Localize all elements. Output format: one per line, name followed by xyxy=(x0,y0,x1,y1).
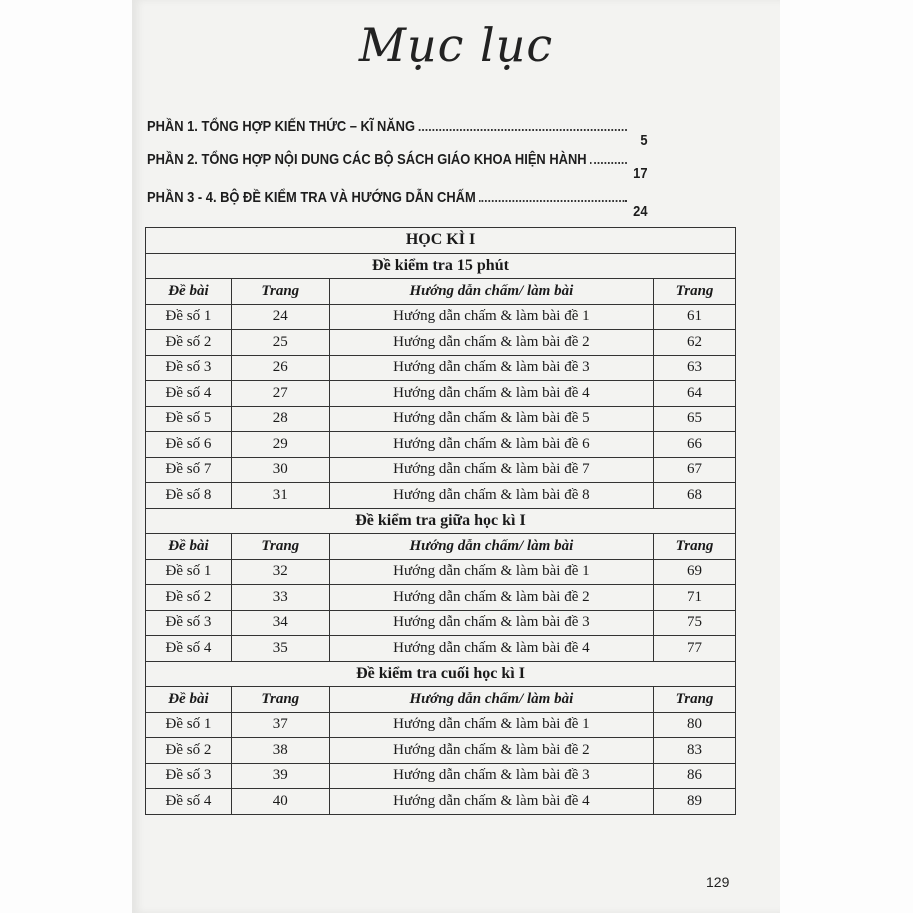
cell-trang: 39 xyxy=(231,763,329,789)
toc-item-page: 5 xyxy=(640,132,648,149)
section-title-row xyxy=(146,253,736,279)
table-row xyxy=(146,610,736,636)
cell-huong-dan: Hướng dẫn chấm & làm bài đề 1 xyxy=(329,559,653,585)
cell-de-bai: Đề số 6 xyxy=(146,432,232,458)
cell-huong-dan: Hướng dẫn chấm & làm bài đề 2 xyxy=(329,585,653,611)
cell-trang-2: 62 xyxy=(654,330,736,356)
cell-trang: 34 xyxy=(231,610,329,636)
column-header-trang-2: Trang xyxy=(654,687,736,713)
cell-de-bai: Đề số 2 xyxy=(146,330,232,356)
cell-trang: 33 xyxy=(231,585,329,611)
cell-trang: 29 xyxy=(231,432,329,458)
cell-huong-dan: Hướng dẫn chấm & làm bài đề 5 xyxy=(329,406,653,432)
section-title-row xyxy=(146,661,736,687)
cell-trang-2: 67 xyxy=(654,457,736,483)
cell-huong-dan: Hướng dẫn chấm & làm bài đề 8 xyxy=(329,483,653,509)
exam-table xyxy=(145,227,736,815)
table-row xyxy=(146,585,736,611)
cell-trang-2: 80 xyxy=(654,712,736,738)
cell-de-bai: Đề số 4 xyxy=(146,636,232,662)
section-title: Đề kiểm tra cuối học kì I xyxy=(146,661,736,687)
cell-trang-2: 68 xyxy=(654,483,736,509)
semester-heading-row xyxy=(146,228,736,254)
column-header-trang-2: Trang xyxy=(654,279,736,305)
cell-huong-dan: Hướng dẫn chấm & làm bài đề 2 xyxy=(329,738,653,764)
cell-huong-dan: Hướng dẫn chấm & làm bài đề 2 xyxy=(329,330,653,356)
cell-de-bai: Đề số 5 xyxy=(146,406,232,432)
cell-de-bai: Đề số 1 xyxy=(146,304,232,330)
toc-item-page: 17 xyxy=(633,165,648,182)
cell-de-bai: Đề số 3 xyxy=(146,763,232,789)
section-title-row xyxy=(146,508,736,534)
cell-huong-dan: Hướng dẫn chấm & làm bài đề 1 xyxy=(329,712,653,738)
cell-de-bai: Đề số 1 xyxy=(146,712,232,738)
cell-de-bai: Đề số 7 xyxy=(146,457,232,483)
page-number: 129 xyxy=(706,874,730,890)
toc-item-label: PHẦN 2. TỔNG HỢP NỘI DUNG CÁC BỘ SÁCH GIÁO KHOA HIỆN HÀNH xyxy=(147,151,587,168)
cell-de-bai: Đề số 2 xyxy=(146,585,232,611)
cell-trang-2: 71 xyxy=(654,585,736,611)
cell-huong-dan: Hướng dẫn chấm & làm bài đề 4 xyxy=(329,636,653,662)
cell-trang-2: 69 xyxy=(654,559,736,585)
column-header-row xyxy=(146,534,736,560)
cell-huong-dan: Hướng dẫn chấm & làm bài đề 4 xyxy=(329,789,653,815)
toc-item-label: PHẦN 1. TỔNG HỢP KIẾN THỨC – KĨ NĂNG xyxy=(147,118,416,135)
cell-de-bai: Đề số 1 xyxy=(146,559,232,585)
cell-huong-dan: Hướng dẫn chấm & làm bài đề 6 xyxy=(329,432,653,458)
toc-item-page: 24 xyxy=(633,203,648,220)
table-row xyxy=(146,763,736,789)
cell-trang: 37 xyxy=(231,712,329,738)
table-row xyxy=(146,355,736,381)
semester-heading: HỌC KÌ I xyxy=(146,228,736,254)
cell-de-bai: Đề số 3 xyxy=(146,355,232,381)
column-header-trang: Trang xyxy=(231,279,329,305)
section-title: Đề kiểm tra giữa học kì I xyxy=(146,508,736,534)
toc-item-part-2 xyxy=(147,146,648,182)
cell-de-bai: Đề số 3 xyxy=(146,610,232,636)
cell-huong-dan: Hướng dẫn chấm & làm bài đề 3 xyxy=(329,610,653,636)
table-row xyxy=(146,432,736,458)
toc-item-label: PHẦN 3 - 4. BỘ ĐỀ KIỂM TRA VÀ HƯỚNG DẪN CHẤM xyxy=(147,189,476,206)
table-row xyxy=(146,406,736,432)
cell-trang-2: 61 xyxy=(654,304,736,330)
cell-de-bai: Đề số 4 xyxy=(146,789,232,815)
table-row xyxy=(146,712,736,738)
cell-trang-2: 89 xyxy=(654,789,736,815)
cell-trang-2: 65 xyxy=(654,406,736,432)
column-header-trang: Trang xyxy=(231,534,329,560)
cell-huong-dan: Hướng dẫn chấm & làm bài đề 3 xyxy=(329,355,653,381)
table-row xyxy=(146,330,736,356)
cell-trang: 25 xyxy=(231,330,329,356)
table-row xyxy=(146,789,736,815)
column-header-de-bai: Đề bài xyxy=(146,687,232,713)
cell-huong-dan: Hướng dẫn chấm & làm bài đề 4 xyxy=(329,381,653,407)
column-header-trang: Trang xyxy=(231,687,329,713)
toc-item-part-1 xyxy=(147,113,648,149)
cell-huong-dan: Hướng dẫn chấm & làm bài đề 1 xyxy=(329,304,653,330)
cell-trang: 27 xyxy=(231,381,329,407)
cell-trang: 31 xyxy=(231,483,329,509)
cell-trang-2: 86 xyxy=(654,763,736,789)
cell-trang: 24 xyxy=(231,304,329,330)
column-header-row xyxy=(146,687,736,713)
column-header-huong-dan: Hướng dẫn chấm/ làm bài xyxy=(329,279,653,305)
cell-huong-dan: Hướng dẫn chấm & làm bài đề 3 xyxy=(329,763,653,789)
cell-trang-2: 83 xyxy=(654,738,736,764)
table-row xyxy=(146,738,736,764)
table-row xyxy=(146,559,736,585)
cell-trang-2: 77 xyxy=(654,636,736,662)
cell-trang: 38 xyxy=(231,738,329,764)
cell-trang: 40 xyxy=(231,789,329,815)
cell-trang-2: 63 xyxy=(654,355,736,381)
cell-trang: 32 xyxy=(231,559,329,585)
column-header-de-bai: Đề bài xyxy=(146,279,232,305)
toc-leader-dots xyxy=(479,200,627,202)
cell-trang-2: 66 xyxy=(654,432,736,458)
table-row xyxy=(146,636,736,662)
page-title: Mục lục xyxy=(358,18,554,72)
section-title: Đề kiểm tra 15 phút xyxy=(146,253,736,279)
cell-trang: 26 xyxy=(231,355,329,381)
cell-de-bai: Đề số 2 xyxy=(146,738,232,764)
column-header-row xyxy=(146,279,736,305)
column-header-huong-dan: Hướng dẫn chấm/ làm bài xyxy=(329,534,653,560)
table-row xyxy=(146,457,736,483)
cell-trang-2: 64 xyxy=(654,381,736,407)
column-header-huong-dan: Hướng dẫn chấm/ làm bài xyxy=(329,687,653,713)
cell-trang: 28 xyxy=(231,406,329,432)
cell-huong-dan: Hướng dẫn chấm & làm bài đề 7 xyxy=(329,457,653,483)
table-row xyxy=(146,304,736,330)
cell-de-bai: Đề số 4 xyxy=(146,381,232,407)
toc-item-part-3-4 xyxy=(147,184,648,220)
cell-trang-2: 75 xyxy=(654,610,736,636)
toc-leader-dots xyxy=(418,129,626,131)
toc-leader-dots xyxy=(590,162,627,164)
table-row xyxy=(146,381,736,407)
column-header-de-bai: Đề bài xyxy=(146,534,232,560)
cell-de-bai: Đề số 8 xyxy=(146,483,232,509)
table-row xyxy=(146,483,736,509)
column-header-trang-2: Trang xyxy=(654,534,736,560)
cell-trang: 30 xyxy=(231,457,329,483)
cell-trang: 35 xyxy=(231,636,329,662)
